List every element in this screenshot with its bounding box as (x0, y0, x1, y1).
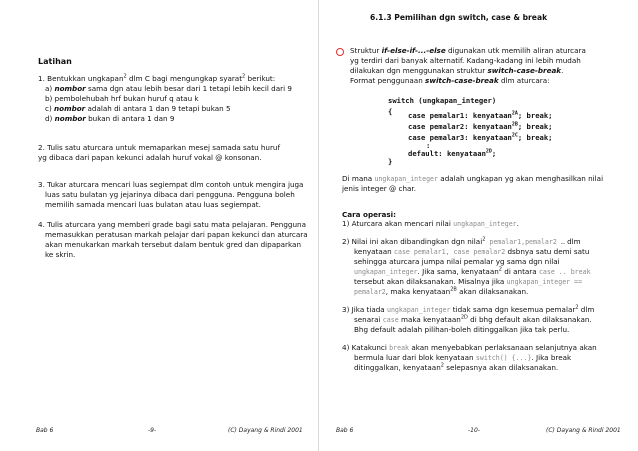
step4-line3: ditinggalkan, kenyataan$^2$ selepasnya akan dilaksanakan. (354, 362, 559, 372)
code-ellipsis: : (426, 141, 431, 150)
footer-page-number: -9- (148, 427, 157, 434)
q2-line1: 2. Tulis satu aturcara untuk memaparkan mesej samada satu huruf (38, 143, 281, 152)
code-case1: case pemalar1: kenyataan$^{2A}$; break; (408, 110, 553, 120)
q1-line1: 1. Bentukkan ungkapan$^2$ dlm C bagi mengungkap syarat$^2$ berikut: (38, 73, 276, 83)
step2-line5: tersebut akan dilaksanakan. Misalnya jika ungkapan_integer == (354, 277, 583, 286)
intro-line3: dilakukan dgn menggunakan struktur switch-case-break. (350, 66, 564, 75)
intro-line1: Struktur if-else-if-...-else digunakan utk memilih aliran aturcara (350, 46, 586, 55)
step1: 1) Aturcara akan mencari nilai ungkapan_integer. (342, 219, 519, 228)
q3-line2: luas satu bulatan yg jejarinya dibaca dari pengguna. Pengguna boleh (45, 190, 295, 199)
code-close-brace: } (388, 157, 393, 166)
footer-page-number: -10- (468, 427, 480, 434)
footer-copyright: (C) Dayang & Rindi 2001 (228, 427, 303, 434)
q3-line1: 3. Tukar aturcara mencari luas segiempat dlm contoh untuk mengira juga (38, 180, 304, 189)
step2-line6: pemalar2, maka kenyataan$^{2B}$ akan dilaksanakan. (354, 286, 529, 296)
code-open-brace: { (388, 107, 393, 116)
latihan-title: Latihan (38, 57, 72, 66)
section-title: 6.1.3 Pemilihan dgn switch, case & break (370, 13, 548, 22)
step3-line2: senarai case maka kenyataan$^{2D}$ di bhg default akan dilaksanakan. (354, 314, 592, 324)
step3-line1: 3) Jika tiada ungkapan_integer tidak sama dgn kesemua pemalar$^2$ dlm (342, 304, 595, 314)
q3-line3: memilih samada mencari luas bulatan atau luas segiempat. (45, 200, 261, 209)
left-page (0, 0, 318, 451)
q4-line1: 4. Tulis aturcara yang memberi grade bagi satu mata pelajaran. Pengguna (38, 220, 306, 229)
q4-line2: memasukkan peratusan markah pelajar dari papan kekunci dan aturcara (45, 230, 308, 239)
intro-line4: Format penggunaan switch-case-break dlm aturcara: (350, 76, 550, 85)
step4-line1: 4) Katakunci break akan menyebabkan perlaksanaan selanjutnya akan (342, 343, 597, 352)
code-switch-line: switch (ungkapan_integer) (388, 96, 497, 105)
q1-item-c: c) nombor adalah di antara 1 dan 9 tetapi bukan 5 (45, 104, 231, 113)
q1-item-d: d) nombor bukan di antara 1 dan 9 (45, 114, 175, 123)
step3-line3: Bhg default adalah pilihan-boleh ditinggalkan jika tak perlu. (354, 325, 570, 334)
step4-line2: bermula luar dari blok kenyataan switch() {...}. Jika break (354, 353, 572, 362)
q2-line2: yg dibaca dari papan kekunci adalah huruf vokal @ konsonan. (38, 153, 262, 162)
footer-chapter: Bab 6 (336, 427, 354, 434)
code-case2: case pemalar2: kenyataan$^{2B}$; break; (408, 121, 553, 131)
cara-title: Cara operasi: (342, 210, 396, 219)
step2-line3: sehingga aturcara jumpa nilai pemalar yg sama dgn nilai (354, 257, 560, 266)
dimana-line2: jenis integer @ char. (342, 184, 416, 193)
footer-chapter: Bab 6 (36, 427, 54, 434)
page-divider (318, 0, 319, 451)
q4-line4: ke skrin. (45, 250, 76, 259)
q1-item-b: b) pembolehubah hrf bukan huruf q atau k (45, 94, 199, 103)
q4-line3: akan menukarkan markah tersebut dalam bentuk gred dan dipaparkan (45, 240, 302, 249)
intro-line2: yg terdiri dari banyak alternatif. Kadang-kadang ini lebih mudah (350, 56, 581, 65)
footer-copyright: (C) Dayang & Rindi 2001 (546, 427, 621, 434)
q1-item-a: a) nombor sama dgn atau lebih besar dari 1 tetapi lebih kecil dari 9 (45, 84, 292, 93)
step2-line2: kenyataan case pemalar1, case pemalar2 dsbnya satu demi satu (354, 247, 590, 256)
code-case3: case pemalar3: kenyataan$^{2C}$; break; (408, 132, 553, 142)
step2-line1: 2) Nilai ini akan dibandingkan dgn nilai$^2$ pemalar1,pemalar2 … dlm (342, 236, 581, 246)
code-default: default: kenyataan$^{2D}$; (408, 148, 497, 158)
step2-line4: ungkapan_integer. Jika sama, kenyataan$^2$ di antara case .. break (354, 266, 591, 276)
bullet-icon (336, 48, 344, 56)
dimana-line1: Di mana ungkapan_integer adalah ungkapan yg akan menghasilkan nilai (342, 174, 604, 183)
right-page (320, 0, 638, 451)
